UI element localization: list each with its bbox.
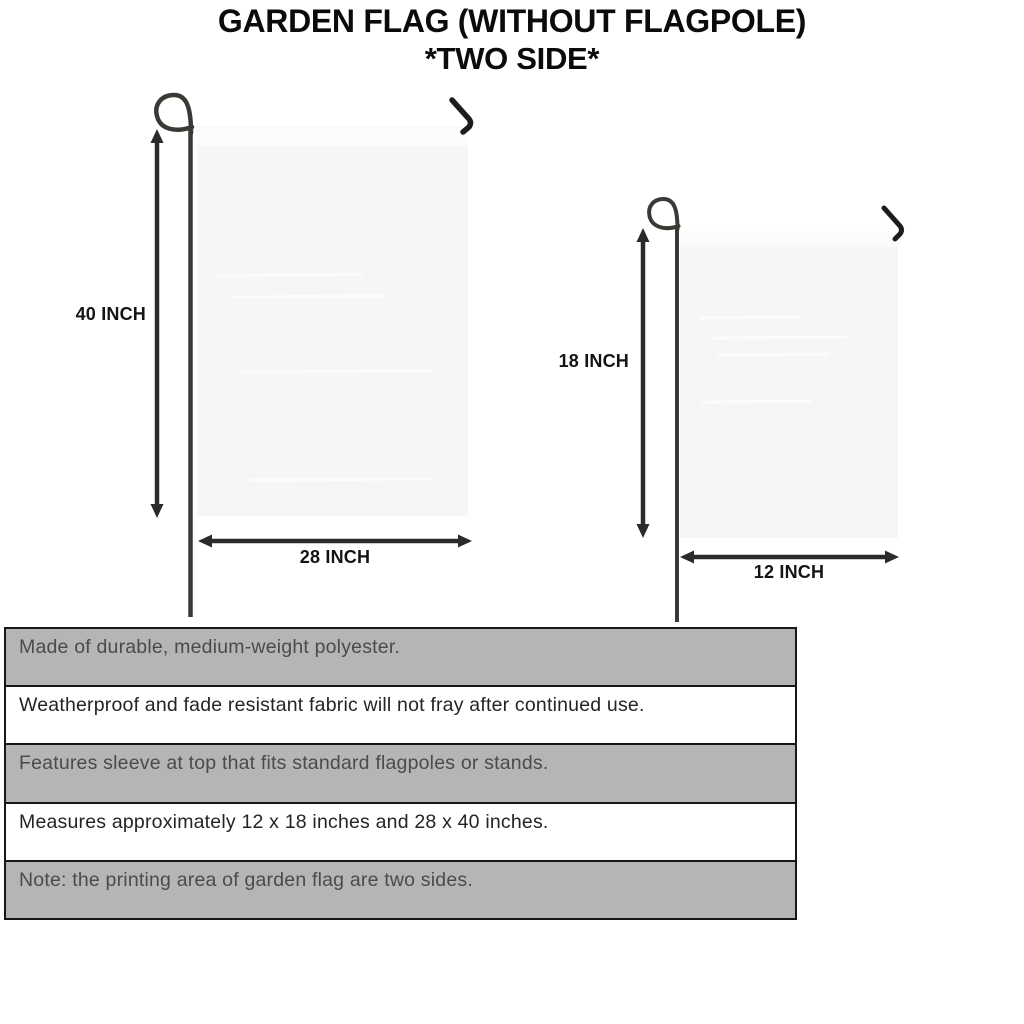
table-row: [6, 862, 795, 918]
large-flag-sleeve: [197, 126, 468, 146]
small-flag-height-label: 18 INCH: [558, 351, 629, 371]
large-flag-height-arrow: [151, 129, 164, 518]
table-row: [6, 804, 795, 862]
small-flag-sleeve: [680, 231, 898, 247]
large-flag-fabric: [197, 126, 468, 516]
page-title: GARDEN FLAG (WITHOUT FLAGPOLE): [217, 3, 807, 39]
table-row: [6, 745, 795, 803]
page-subtitle: *TWO SIDE*: [424, 41, 600, 77]
large-flag-pole-loop: [156, 95, 192, 133]
features-table: [4, 627, 797, 920]
large-flag-width-arrow: [198, 535, 472, 548]
table-row: [6, 687, 795, 745]
feature-text: Made of durable, medium-weight polyester.: [19, 636, 401, 658]
large-flag-height-label: 40 INCH: [75, 304, 146, 324]
feature-text: Weatherproof and fade resistant fabric will not fray after continued use.: [19, 694, 645, 717]
feature-text: Measures approximately 12 x 18 inches and 28 x 40 inches.: [19, 810, 549, 833]
table-row: [6, 629, 795, 687]
small-flag-height-arrow: [637, 228, 650, 538]
large-flag-width-label: 28 INCH: [299, 547, 371, 567]
small-flag-width-label: 12 INCH: [753, 562, 825, 582]
feature-text: Note: the printing area of garden flag are two sides.: [19, 868, 473, 891]
small-flag-fabric: [680, 231, 898, 538]
feature-text: Features sleeve at top that fits standard flagpoles or stands.: [19, 752, 549, 775]
small-flag-pole-loop: [649, 199, 678, 229]
